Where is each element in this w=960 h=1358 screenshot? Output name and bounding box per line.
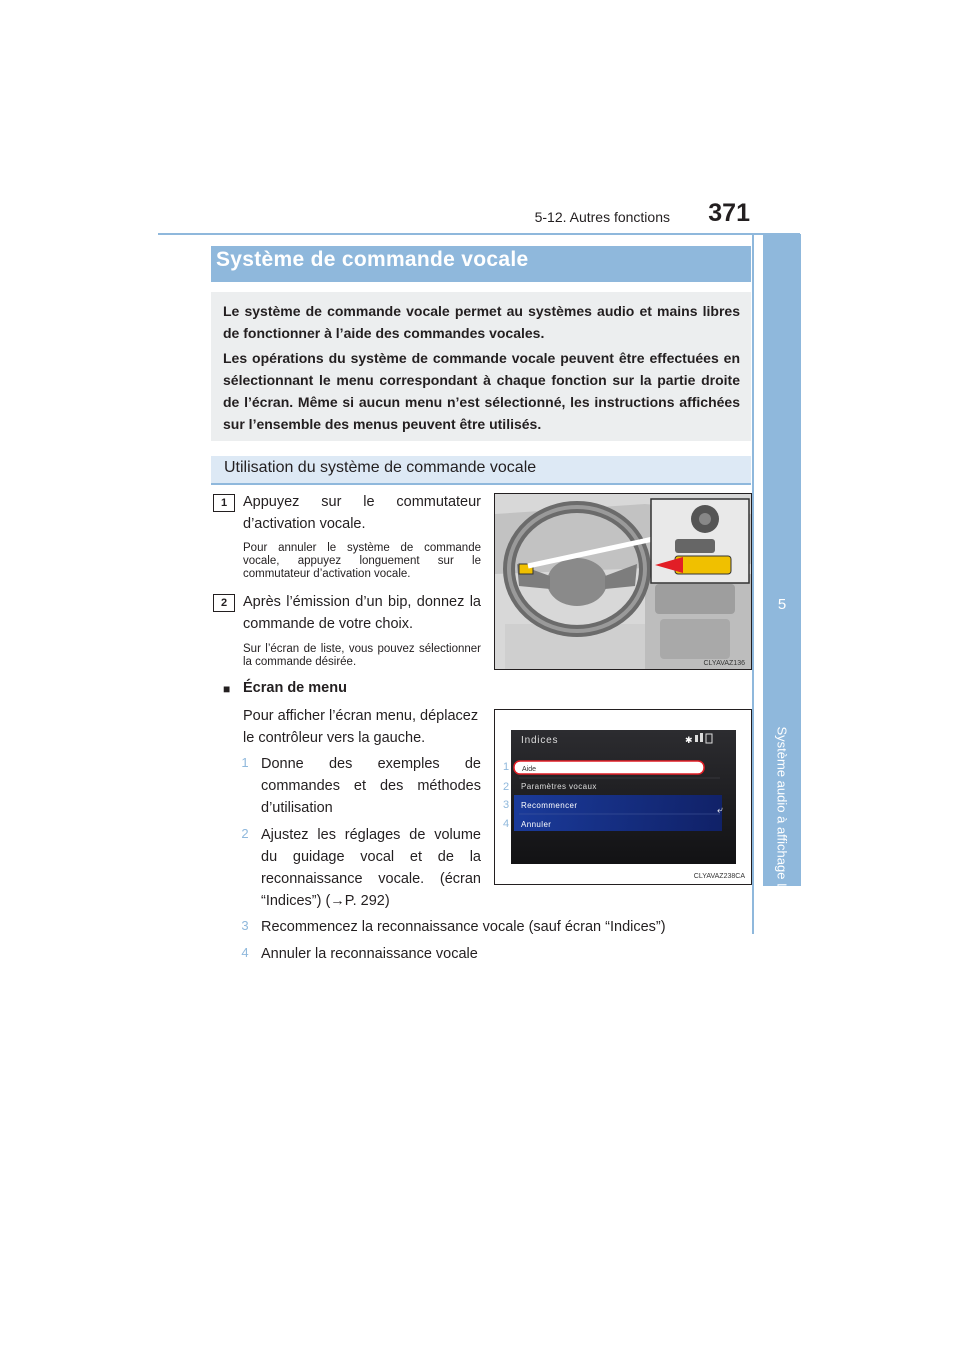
step-2-note: Sur l’écran de liste, vous pouvez sélectionner la commande désirée. xyxy=(243,643,481,668)
menu-item-4-text: Annuler la reconnaissance vocale xyxy=(261,946,478,962)
screen-menu-aide: Aide xyxy=(522,766,537,773)
item-number-4: 4 xyxy=(241,945,249,960)
step-1-text: Appuyez sur le commutateur d’activation vocale. xyxy=(243,494,481,532)
intro-paragraph-1: Le système de commande vocale permet au systèmes audio et mains libres de fonctionner à l’aide des commandes vocales. xyxy=(223,303,740,341)
screen-menu-recommencer: Recommencer xyxy=(521,801,578,810)
callout-3: 3 xyxy=(502,799,510,811)
chapter-title: Système audio à affichage Lexus xyxy=(774,726,790,918)
item-number-1: 1 xyxy=(241,755,249,770)
callout-1: 1 xyxy=(502,761,510,773)
intro-box xyxy=(211,292,751,441)
section-title: Système de commande vocale xyxy=(216,248,529,271)
screen-title: Indices xyxy=(521,735,559,746)
figure-2-code: CLYAVAZ238CA xyxy=(693,873,745,880)
voice-menu-figure xyxy=(494,709,752,885)
callout-2: 2 xyxy=(502,781,510,793)
step-1-note: Pour annuler le système de commande vocale, appuyez longuement sur le commutateur d’activation vocale. xyxy=(243,542,481,580)
item-number-3: 3 xyxy=(241,918,249,933)
menu-item-2-text: Ajustez les réglages de volume du guidage vocal et de la reconnaissance vocale. (écran “Indices”) (→P. 292) xyxy=(261,827,481,909)
step-badge-2: 2 xyxy=(213,594,235,612)
screen-menu-annuler: Annuler xyxy=(521,820,552,829)
menu-item-1-text: Donne des exemples de commandes et des méthodes d’utilisation xyxy=(261,756,481,816)
screen-menu-parametres: Paramètres vocaux xyxy=(521,782,597,791)
intro-paragraph-2: Les opérations du système de commande vocale peuvent être effectuées en sélectionnant le menu correspondant à chaque fonction sur la partie droite de l’écran. Même si aucun menu n’est sélectionné, les instructions affichées sur l’ensemble des menus peuvent être utilisés. xyxy=(223,350,740,432)
voice-menu-screen-illustration xyxy=(495,710,751,884)
step-2-text: Après l’émission d’un bip, donnez la commande de votre choix. xyxy=(243,594,481,632)
figure-1-code: CLYAVAZ136 xyxy=(703,660,745,667)
side-rule xyxy=(752,234,754,934)
menu-bullet: ■ xyxy=(223,682,231,696)
running-header-section: 5-12. Autres fonctions xyxy=(534,209,670,225)
menu-section-title: Écran de menu xyxy=(243,680,347,696)
menu-item-3-text: Recommencez la reconnaissance vocale (sauf écran “Indices”) xyxy=(261,919,666,935)
scroll-icon: ⤶ xyxy=(717,805,723,816)
steering-wheel-figure xyxy=(494,493,752,670)
header-rule xyxy=(158,233,800,235)
status-icons: ✱ xyxy=(685,736,693,746)
steering-wheel-illustration xyxy=(495,494,751,669)
callout-4: 4 xyxy=(502,818,510,830)
chapter-number: 5 xyxy=(777,596,787,613)
page-number: 371 xyxy=(708,199,750,227)
item-number-2: 2 xyxy=(241,826,249,841)
menu-section-text: Pour afficher l’écran menu, déplacez le contrôleur vers la gauche. xyxy=(243,708,479,746)
step-badge-1: 1 xyxy=(213,494,235,512)
subsection-title: Utilisation du système de commande vocale xyxy=(224,459,537,476)
